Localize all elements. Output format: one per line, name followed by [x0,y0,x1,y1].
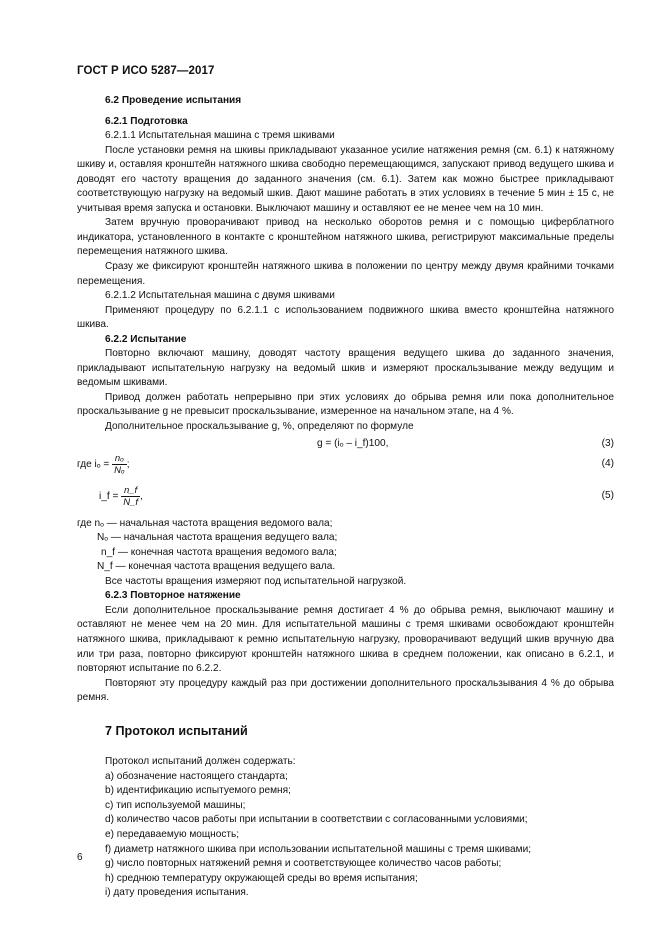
where-item: где nₒ — начальная частота вращения ведомого вала; [77,517,333,529]
formula-5-fraction [121,485,140,508]
section-6-2-heading: 6.2 Проведение испытания [105,95,242,106]
paragraph: Повторяют эту процедуру каждый раз при достижении дополнительного проскальзывания 4 % до обрыва ремня. [77,677,614,704]
formula-3-number: (3) [601,437,614,449]
section-6-2-1-heading: 6.2.1 Подготовка [105,115,188,127]
formula-4-tail: ; [126,458,130,470]
list-item: i) дату проведения испытания. [105,887,249,899]
report-intro: Протокол испытаний должен содержать: [105,756,296,768]
page-number: 6 [77,852,83,863]
where-label: где [77,458,92,470]
paragraph: Затем вручную проворачивают привод на несколько оборотов ремня и с помощью циферблатного индикатора, установленного в контакте с кронштейном натяжного шкива, регистрируют максимальные пределы перемещения натяжного шкива. [77,217,614,258]
paragraph: Применяют процедуру по 6.2.1.1 с использованием подвижного шкива вместо кронштейна натяжного шкива. [77,304,614,331]
paragraph: Привод должен работать непрерывно при этих условиях до обрыва ремня или пока дополнительное проскальзывание g не превысит проскальзывание, измеренное на начальном этапе, на 4 %. [77,391,614,418]
formula-5-denominator: N_f [123,496,138,508]
formula-4-fraction [112,453,127,476]
list-item: f) диаметр натяжного шкива при использовании испытательной машины с тремя шкивами; [105,843,532,855]
where-item: n_f — конечная частота вращения ведомого вала; [101,546,337,558]
paragraph: Сразу же фиксируют кронштейн натяжного шкива в положении по центру между двумя крайними точками перемещения. [77,261,614,287]
formula-5-number: (5) [601,489,614,501]
formula-3-expression: g = (iₒ – i_f)100, [317,437,389,449]
formula-4-denominator: Nₒ [114,464,125,476]
formula-5 [77,485,614,513]
formula-4-number: (4) [601,457,614,469]
where-list [77,517,614,575]
section-6-2-1-1-heading: 6.2.1.1 Испытательная машина с тремя шкивами [105,130,335,142]
page-content [77,94,614,901]
report-items-list [77,770,614,901]
paragraph: Дополнительное проскальзывание g, %, определяют по формуле [105,421,414,433]
paragraph: Повторно включают машину, доводят частоту вращения ведущего шкива до заданного значения, прикладывают испытательную нагрузку на ведомый шкив и измеряют проскальзывание между ведущим и ведомым шкивами. [77,348,614,389]
paragraph: После установки ремня на шкивы прикладывают указанное усилие натяжения ремня (см. 6.1) к натяжному шкиву и, оставляя кронштейн натяжного шкива свободно перемещающимся, запускают привод ведущего шкива и доводят его частоту вращения до заданного значения (см. 6.1). Затем как можно быстрее прикладывают соответствующую нагрузку на ведомый шкив. Дают машине работать в этих условиях в течение 5 мин ± 15 с, не учитывая время запуска и остановки. Выключают машину и оставляют ее не менее чем на 10 мин. [77,144,614,214]
formula-5-lhs: i_f = [99,490,119,502]
paragraph: Все частоты вращения измеряют под испытательной нагрузкой. [105,575,407,587]
list-item: a) обозначение настоящего стандарта; [105,770,288,782]
formula-5-tail: , [139,490,143,502]
list-item: h) среднюю температуру окружающей среды во время испытания; [105,872,418,884]
section-7-heading: 7 Протокол испытаний [105,723,248,738]
section-6-2-1-2-heading: 6.2.1.2 Испытательная машина с двумя шкивами [105,290,335,302]
document-header: ГОСТ Р ИСО 5287—2017 [77,65,215,77]
where-item: Nₒ — начальная частота вращения ведущего вала; [97,532,338,544]
formula-4-numerator: nₒ [112,453,127,465]
formula-5-numerator: n_f [121,485,140,497]
list-item: e) передаваемую мощность; [105,828,240,840]
list-item: c) тип используемой машины; [105,799,246,811]
formula-3 [77,437,614,453]
section-6-2-2-heading: 6.2.2 Испытание [105,333,187,345]
list-item: b) идентификацию испытуемого ремня; [105,785,291,797]
where-item: N_f — конечная частота вращения ведущего вала. [97,561,336,573]
formula-4-lhs: iₒ = [94,458,110,470]
list-item: d) количество часов работы при испытании в соответствии с согласованными условиями; [105,814,528,826]
paragraph: Если дополнительное проскальзывание ремня достигает 4 % до обрыва ремня, выключают машину и оставляют не менее чем на 20 мин. Для испытательной машины с тремя шкивами освобождают кронштейн натяжного шкива, прикладывают к ремню испытательную нагрузку, проворачивают ведущий шкив вручную два или три раза, повторно фиксируют кронштейн натяжного шкива в среднем положении, как описано в 6.2.1, и повторяют испытание по 6.2.2. [77,604,614,675]
list-item: g) число повторных натяжений ремня и соответствующее количество часов работы; [105,858,502,870]
section-6-2-3-heading: 6.2.3 Повторное натяжение [105,590,241,602]
formula-4 [77,453,614,481]
